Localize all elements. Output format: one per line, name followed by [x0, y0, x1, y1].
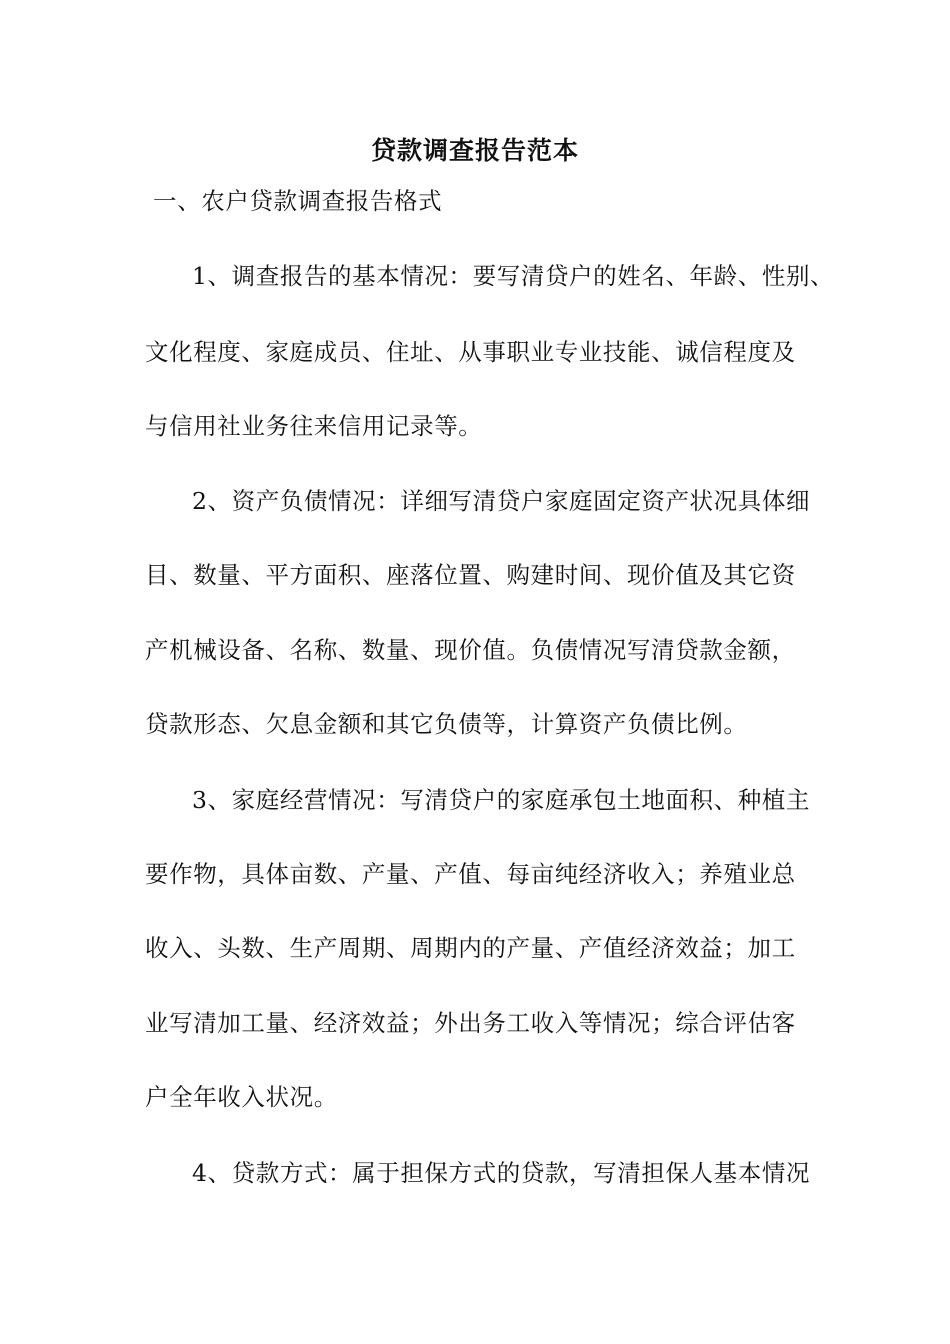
- paragraph-line: 贷款形态、欠息金额和其它负债等，计算资产负债比例。: [145, 710, 748, 738]
- paragraph-line: 4、贷款方式：属于担保方式的贷款，写清担保人基本情况: [192, 1159, 811, 1187]
- paragraph-line: 3、家庭经营情况：写清贷户的家庭承包土地面积、种植主: [192, 786, 811, 814]
- paragraph-line: 要作物，具体亩数、产量、产值、每亩纯经济收入；养殖业总: [145, 860, 796, 888]
- paragraph-line: 业写清加工量、经济效益；外出务工收入等情况；综合评估客: [145, 1009, 796, 1037]
- document-title: 贷款调查报告范本: [370, 136, 579, 165]
- paragraph-line: 目、数量、平方面积、座落位置、购建时间、现价值及其它资: [145, 561, 796, 589]
- section-heading: 一、农户贷款调查报告格式: [153, 187, 443, 215]
- paragraph-line: 与信用社业务往来信用记录等。: [145, 412, 483, 440]
- paragraph-line: 产机械设备、名称、数量、现价值。负债情况写清贷款金额，: [145, 636, 796, 664]
- paragraph-line: 1、调查报告的基本情况：要写清贷户的姓名、年龄、性别、: [192, 262, 835, 290]
- paragraph-line: 户全年收入状况。: [145, 1083, 338, 1111]
- paragraph-line: 文化程度、家庭成员、住址、从事职业专业技能、诚信程度及: [145, 338, 796, 366]
- paragraph-line: 2、资产负债情况：详细写清贷户家庭固定资产状况具体细: [192, 487, 811, 515]
- paragraph-line: 收入、头数、生产周期、周期内的产量、产值经济效益；加工: [145, 934, 796, 962]
